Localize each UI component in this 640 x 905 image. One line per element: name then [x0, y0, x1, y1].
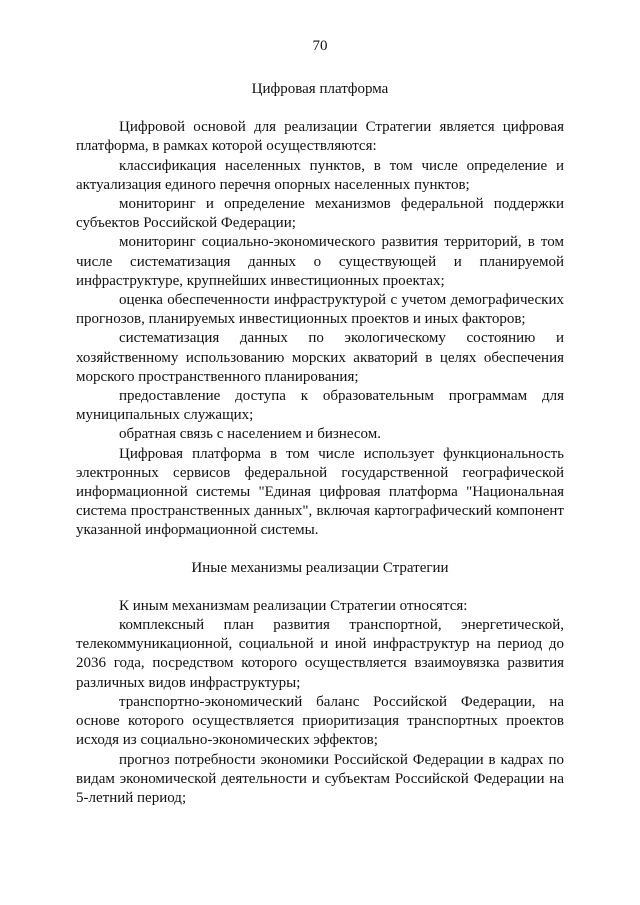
- section-heading-digital-platform: Цифровая платформа: [251, 81, 389, 97]
- list-item: предоставление доступа к образовательным программам для муниципальных служащих;: [76, 388, 564, 424]
- page-number: 70: [312, 38, 328, 54]
- list-item: мониторинг социально-экономического развития территорий, в том числе систематизация данных о существующей и планируемой инфраструктуре, крупнейших инвестиционных проектах;: [76, 234, 564, 289]
- document-body: [76, 80, 564, 808]
- paragraph: К иным механизмам реализации Стратегии относятся:: [119, 597, 468, 614]
- list-item: систематизация данных по экологическому состоянию и хозяйственному использованию морских акваторий в целях обеспечения морского пространственного планирования;: [76, 330, 564, 385]
- list-item: мониторинг и определение механизмов федеральной поддержки субъектов Российской Федерации;: [76, 196, 564, 232]
- paragraph: Цифровой основой для реализации Стратегии является цифровая платформа, в рамках которой осуществляются:: [76, 119, 564, 155]
- list-item: оценка обеспеченности инфраструктурой с учетом демографических прогнозов, планируемых инвестиционных проектов и иных факторов;: [76, 292, 564, 328]
- paragraph: Цифровая платформа в том числе использует функциональность электронных сервисов федеральной государственной географической информационной системы "Единая цифровая платформа "Национальная система пространственных данных", включая картографический компонент указанной информационной системы.: [76, 445, 564, 539]
- list-item: обратная связь с населением и бизнесом.: [119, 426, 381, 443]
- section-heading-other-mechanisms: Иные механизмы реализации Стратегии: [191, 559, 449, 576]
- list-item: прогноз потребности экономики Российской Федерации в кадрах по видам экономической деятельности и субъектам Российской Федерации на 5-летний период;: [76, 751, 564, 806]
- list-item: транспортно-экономический баланс Российской Федерации, на основе которого осуществляется приоритизация транспортных проектов исходя из социально-экономических эффектов;: [76, 693, 564, 749]
- list-item: комплексный план развития транспортной, энергетической, телекоммуникационной, социальной и иной инфраструктур на период до 2036 года, посредством которого осуществляется взаимоувязка развития различных видов инфраструктуры;: [76, 617, 564, 691]
- list-item: классификация населенных пунктов, в том числе определение и актуализация единого перечня опорных населенных пунктов;: [76, 157, 564, 193]
